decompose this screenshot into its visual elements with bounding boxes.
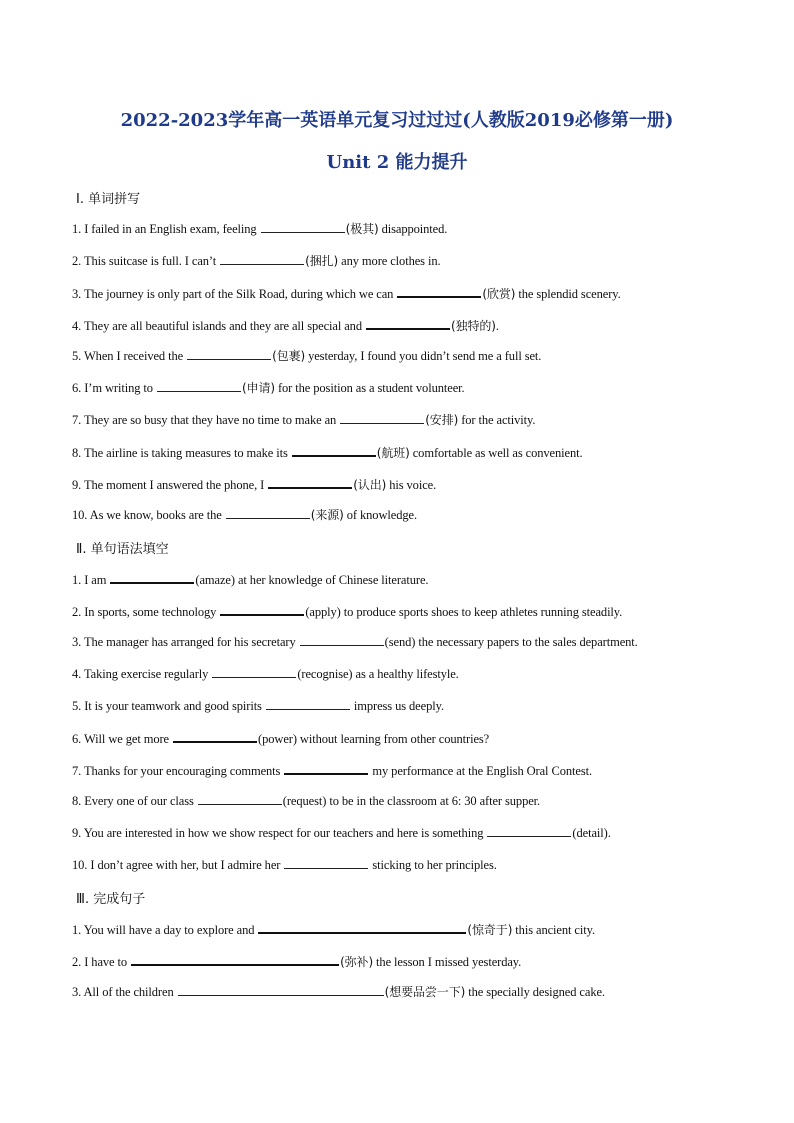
grammar-item-3: 3. The manager has arranged for his secretary (send) the necessary papers to the sales department.	[72, 635, 638, 649]
answer-blank[interactable]	[292, 443, 376, 457]
answer-blank[interactable]	[397, 284, 481, 298]
answer-blank[interactable]	[187, 347, 271, 360]
answer-blank[interactable]	[110, 570, 194, 584]
answer-blank[interactable]	[261, 220, 345, 233]
grammar-item-9: 9. You are interested in how we show respect for our teachers and here is something (detail).	[72, 826, 611, 840]
spelling-item-1: 1. I failed in an English exam, feeling (极其) disappointed.	[72, 222, 448, 236]
answer-blank[interactable]	[131, 952, 339, 966]
answer-blank[interactable]	[340, 411, 424, 424]
page-subtitle: Unit 2 能力提升	[326, 152, 468, 173]
answer-blank[interactable]	[284, 761, 368, 775]
spelling-item-6: 6. I’m writing to (申请) for the position as a student volunteer.	[72, 381, 465, 395]
section-heading-spelling: Ⅰ. 单词拼写	[76, 192, 141, 207]
grammar-item-6: 6. Will we get more (power) without learning from other countries?	[72, 729, 489, 747]
answer-blank[interactable]	[258, 920, 466, 934]
answer-blank[interactable]	[220, 252, 304, 265]
answer-blank[interactable]	[284, 856, 368, 869]
answer-blank[interactable]	[266, 697, 350, 710]
grammar-item-10: 10. I don’t agree with her, but I admire her sticking to her principles.	[72, 858, 497, 872]
sentence-item-3: 3. All of the children (想要品尝一下) the specially designed cake.	[72, 985, 605, 999]
spelling-item-4: 4. They are all beautiful islands and they are all special and (独特的).	[72, 316, 499, 334]
answer-blank[interactable]	[300, 633, 384, 646]
spelling-item-10: 10. As we know, books are the (来源) of knowledge.	[72, 508, 417, 522]
answer-blank[interactable]	[198, 792, 282, 805]
answer-blank[interactable]	[268, 475, 352, 489]
answer-blank[interactable]	[178, 983, 384, 996]
page-title: 2022-2023学年高一英语单元复习过过过(人教版2019必修第一册)	[120, 110, 674, 131]
grammar-item-2: 2. In sports, some technology (apply) to produce sports shoes to keep athletes running steadily.	[72, 602, 622, 620]
answer-blank[interactable]	[212, 665, 296, 678]
section-heading-grammar: Ⅱ. 单句语法填空	[76, 542, 169, 557]
grammar-item-5: 5. It is your teamwork and good spirits impress us deeply.	[72, 699, 444, 713]
spelling-item-9: 9. The moment I answered the phone, I (认出) his voice.	[72, 475, 436, 493]
answer-blank[interactable]	[157, 379, 241, 392]
answer-blank[interactable]	[366, 316, 450, 330]
answer-blank[interactable]	[487, 824, 571, 837]
answer-blank[interactable]	[173, 729, 257, 743]
answer-blank[interactable]	[226, 506, 310, 519]
grammar-item-4: 4. Taking exercise regularly (recognise) as a healthy lifestyle.	[72, 667, 459, 681]
answer-blank[interactable]	[220, 602, 304, 616]
spelling-item-8: 8. The airline is taking measures to make its (航班) comfortable as well as convenient.	[72, 443, 583, 461]
grammar-item-7: 7. Thanks for your encouraging comments my performance at the English Oral Contest.	[72, 761, 592, 779]
spelling-item-2: 2. This suitcase is full. I can’t (捆扎) any more clothes in.	[72, 254, 441, 268]
spelling-item-7: 7. They are so busy that they have no time to make an (安排) for the activity.	[72, 413, 536, 427]
sentence-item-1: 1. You will have a day to explore and (惊奇于) this ancient city.	[72, 920, 595, 938]
grammar-item-8: 8. Every one of our class (request) to be in the classroom at 6: 30 after supper.	[72, 794, 541, 808]
spelling-item-3: 3. The journey is only part of the Silk Road, during which we can (欣赏) the splendid scenery.	[72, 284, 621, 302]
sentence-item-2: 2. I have to (弥补) the lesson I missed yesterday.	[72, 952, 521, 970]
section-heading-sentences: Ⅲ. 完成句子	[76, 892, 146, 907]
grammar-item-1: 1. I am (amaze) at her knowledge of Chinese literature.	[72, 570, 428, 588]
spelling-item-5: 5. When I received the (包裹) yesterday, I found you didn’t send me a full set.	[72, 349, 542, 363]
